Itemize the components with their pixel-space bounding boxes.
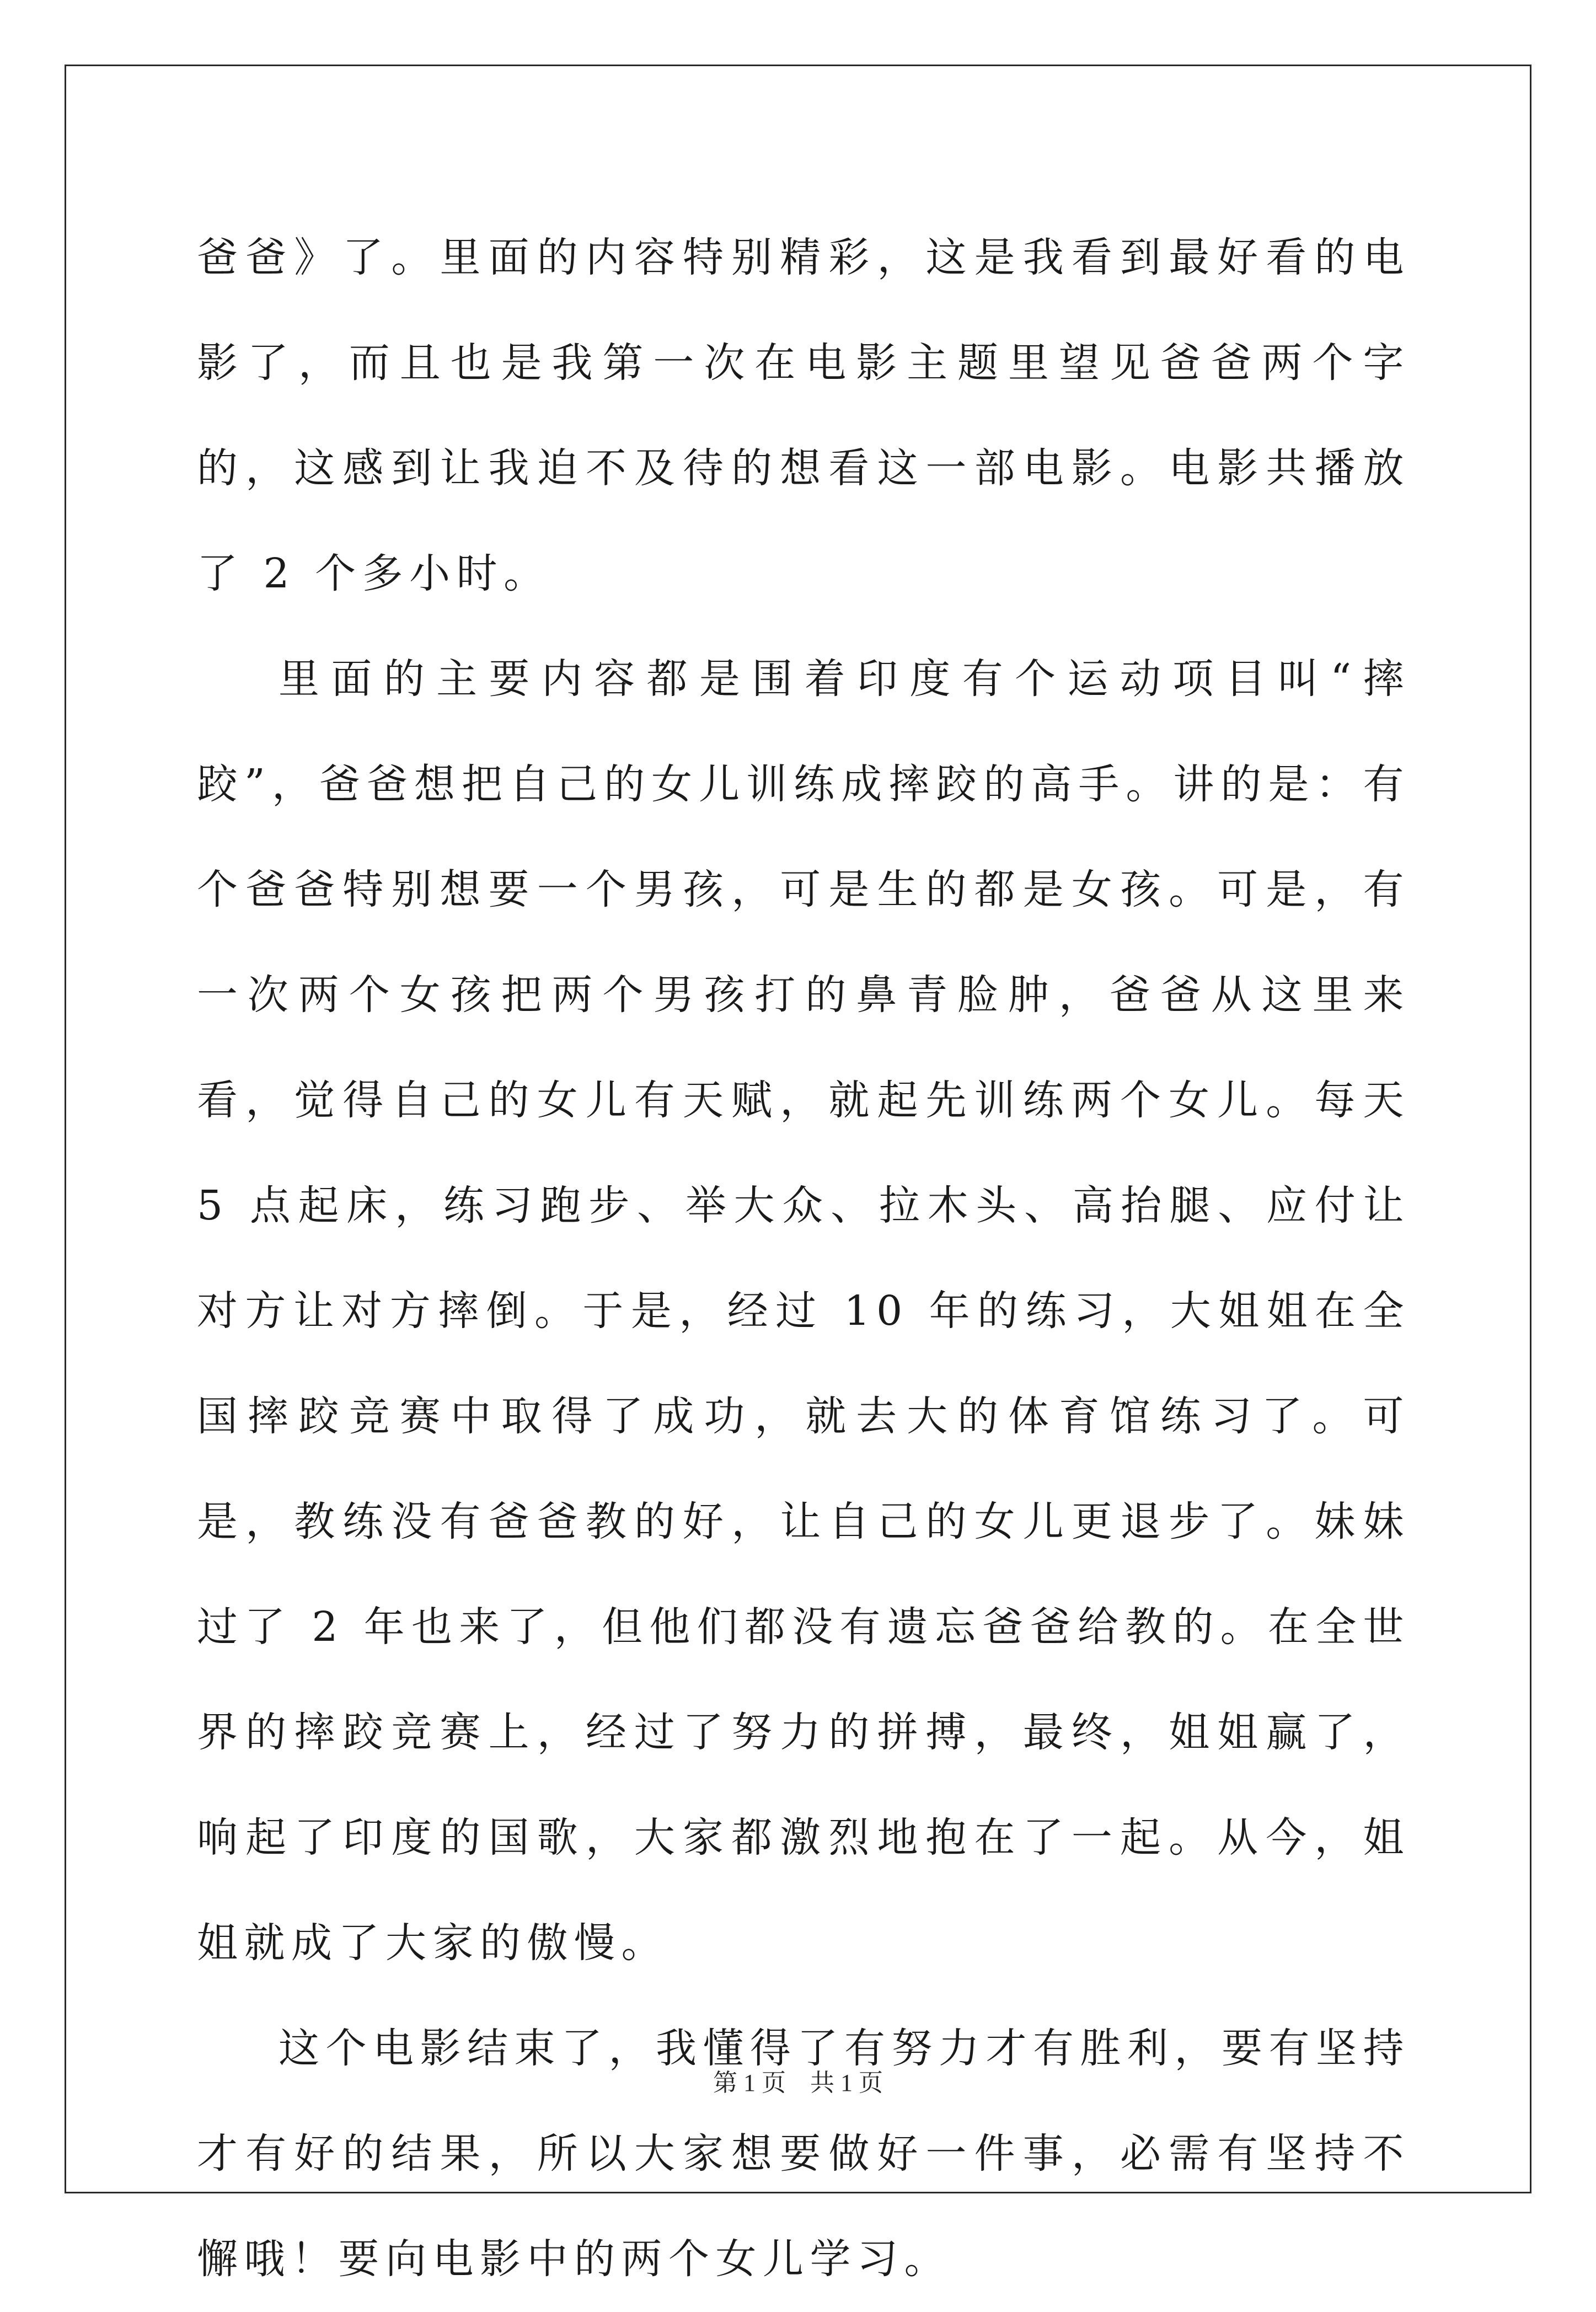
paragraph-1: 爸爸》了。里面的内容特别精彩，这是我看到最好看的电影了，而且也是我第一次在电影主题里望见爸爸两个字的，这感到让我迫不及待的想看这一部电影。电影共播放了 2 个多小时。: [197, 234, 1410, 597]
document-body: [197, 205, 1410, 2312]
page-total: 共 1 页: [810, 2069, 883, 2096]
page-footer: [0, 2063, 1596, 2098]
page-number: 第 1 页: [713, 2069, 786, 2096]
paragraph-2: 里面的主要内容都是围着印度有个运动项目叫“摔跤”，爸爸想把自己的女儿训练成摔跤的高手。讲的是：有个爸爸特别想要一个男孩，可是生的都是女孩。可是，有一次两个女孩把两个男孩打的鼻青脸肿，爸爸从这里来看，觉得自己的女儿有天赋，就起先训练两个女儿。每天 5 点起床，练习跑步、举大众、拉木头、高抬腿、应付让对方让对方摔倒。于是，经过 10 年的练习，大姐姐在全国摔跤竞赛中取得了成功，就去大的体育馆练习了。可是，教练没有爸爸教的好，让自己的女儿更退步了。妹妹过了 2 年也来了，但他们都没有遗忘爸爸给教的。在全世界的摔跤竞赛上，经过了努力的拼搏，最终，姐姐赢了，响起了印度的国歌，大家都激烈地抱在了一起。从今，姐姐就成了大家的傲慢。: [197, 655, 1410, 1967]
paragraph-3: 这个电影结束了，我懂得了有努力才有胜利，要有坚持才有好的结果，所以大家想要做好一件事，必需有坚持不懈哦！要向电影中的两个女儿学习。: [197, 2025, 1410, 2283]
